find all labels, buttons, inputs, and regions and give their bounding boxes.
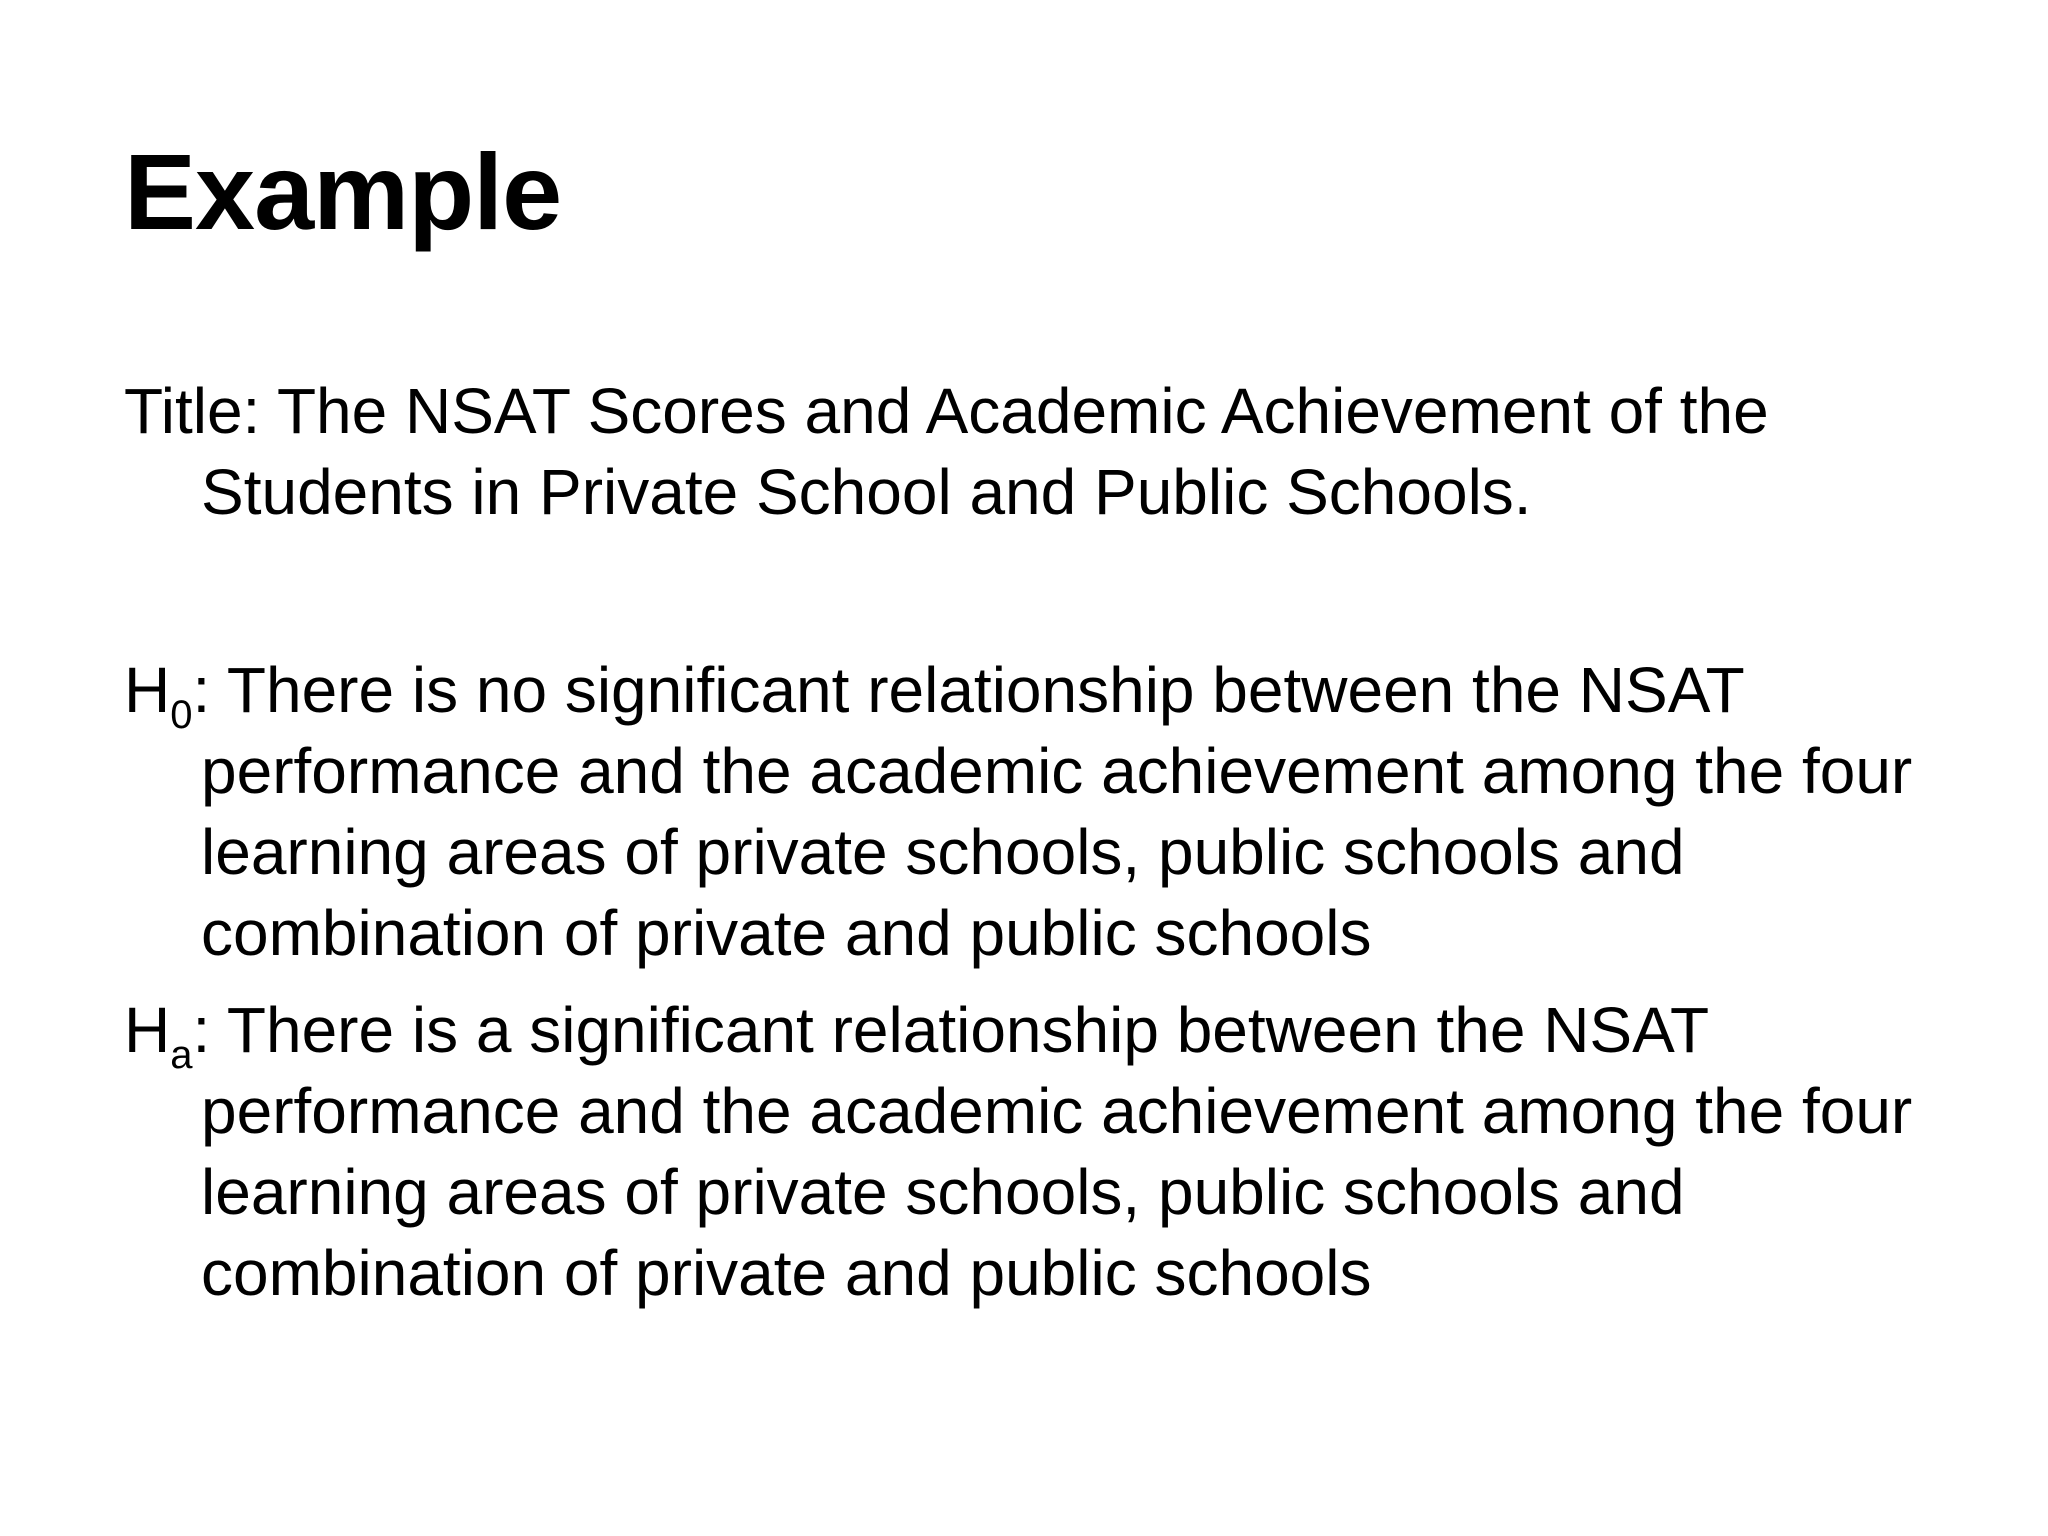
null-hypothesis-symbol <box>124 654 193 737</box>
null-hypothesis-letter: H <box>124 654 171 726</box>
null-hypothesis-text: : There is no significant relationship between the NSAT performance and the academic achievement among the four learning areas of private schools, public schools and combination of private and public schools <box>192 654 1913 969</box>
alternative-hypothesis-symbol <box>124 994 193 1077</box>
alternative-hypothesis-subscript: a <box>170 1033 193 1077</box>
study-title: Title: The NSAT Scores and Academic Achievement of the Students in Private School and Public Schools. <box>124 375 1769 528</box>
alternative-hypothesis-letter: H <box>124 994 171 1066</box>
null-hypothesis <box>124 650 1954 974</box>
null-hypothesis-subscript: 0 <box>170 693 193 737</box>
alternative-hypothesis <box>124 990 1954 1314</box>
slide-title: Example <box>124 131 562 252</box>
alternative-hypothesis-text: : There is a significant relationship between the NSAT performance and the academic achievement among the four learning areas of private schools, public schools and combination of private and public schools <box>192 994 1913 1309</box>
